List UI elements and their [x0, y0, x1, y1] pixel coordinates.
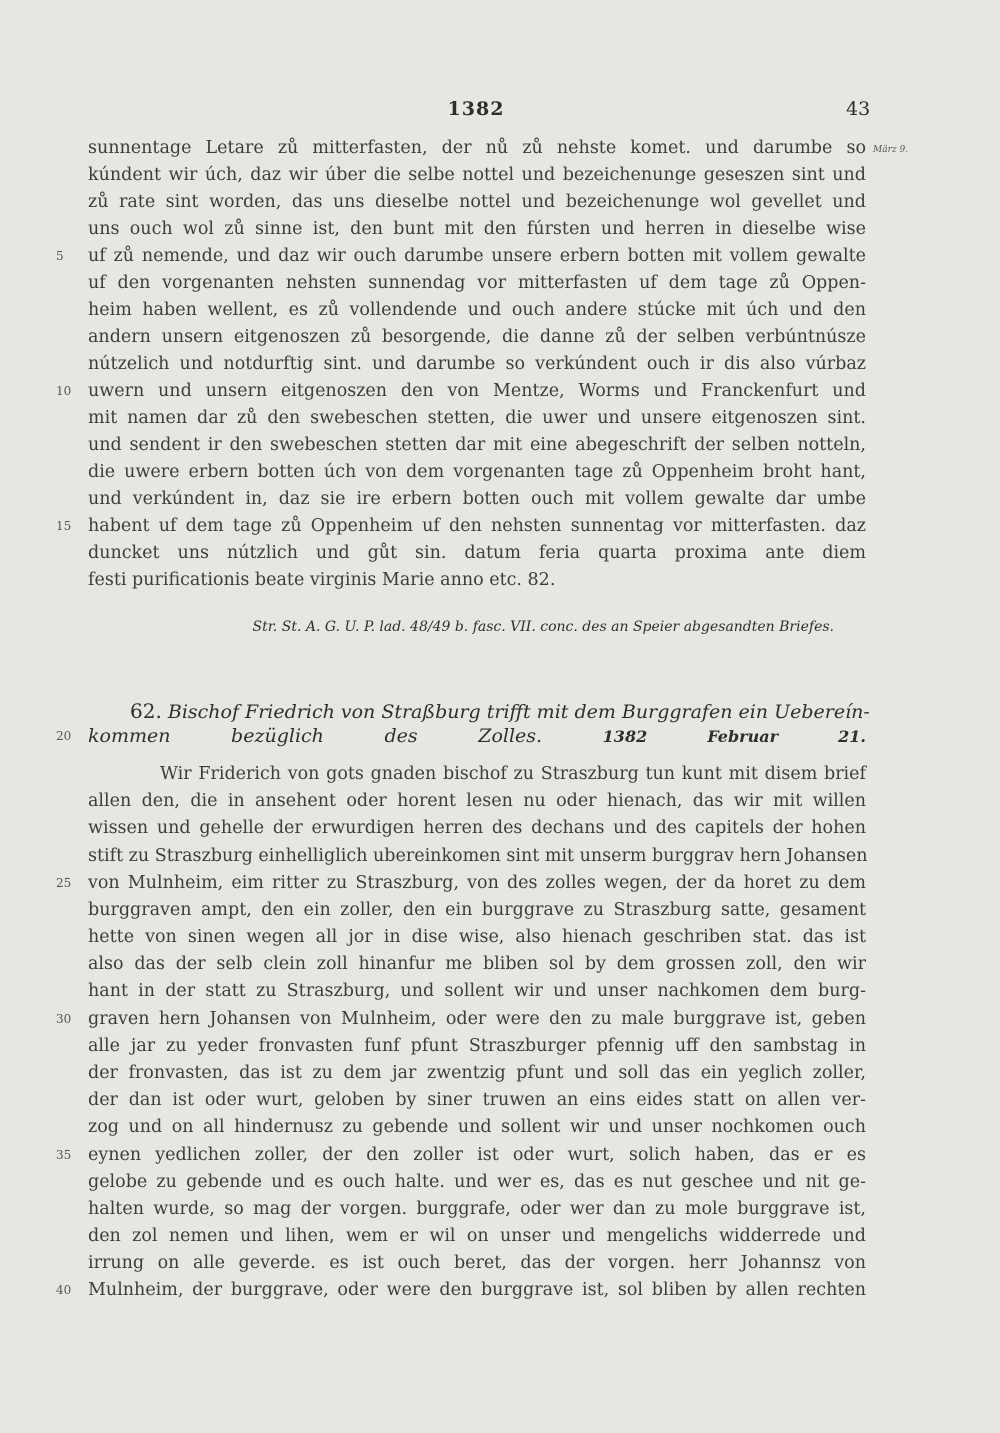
text-line: den zol nemen und lihen, wem er wil on unser und mengelichs widderrede und [88, 1226, 866, 1246]
text-line: halten wurde, so mag der vorgen. burggrafe, oder wer dan zu mole burggrave ist, [88, 1199, 866, 1219]
document-title-line2: kommen bezüglich des Zolles. [88, 725, 543, 747]
text-line: duncket uns nútzlich und gůt sin. datum feria quarta proxima ante diem [88, 543, 866, 563]
text-line: irrung on alle geverde. es ist ouch beret, das der vorgen. herr Johannsz von [88, 1253, 866, 1273]
text-line: burggraven ampt, den ein zoller, den ein burggrave zu Straszburg satte, gesament [88, 900, 866, 920]
text-line: uf zů nemende, und daz wir ouch darumbe unsere erbern botten mit vollem gewalte [88, 246, 866, 266]
document-number: 62. [130, 699, 162, 723]
line-number: 20 [56, 729, 72, 743]
text-line: wissen und gehelle der erwurdigen herren des dechans und des capitels der hohen [88, 818, 866, 838]
text-line: zů rate sint worden, das uns dieselbe nottel und bezeichenunge wol gevellet und [88, 192, 866, 212]
line-number: 15 [56, 519, 72, 533]
text-line: kúndent wir úch, daz wir úber die selbe nottel und bezeichenunge geseszen sint und [88, 165, 866, 185]
text-line: von Mulnheim, eim ritter zu Straszburg, von des zolles wegen, der da horet zu dem [88, 873, 866, 893]
text-line: und verkúndent in, daz sie ire erbern botten ouch mit vollem gewalte dar umbe [88, 489, 866, 509]
text-line: habent uf dem tage zů Oppenheim uf den nehsten sunnentag vor mitterfasten. daz [88, 516, 866, 536]
text-line: hant in der statt zu Straszburg, und sollent wir und unser nachkomen dem burg- [88, 981, 866, 1001]
text-line: der fronvasten, das ist zu dem jar zwentzig pfunt und soll das ein yeglich zoller, [88, 1063, 866, 1083]
text-line: mit namen dar zů den swebeschen stetten, die uwer und unsere eitgenoszen sint. [88, 408, 866, 428]
line-number: 35 [56, 1148, 72, 1162]
document-heading-continued [88, 722, 866, 750]
text-line: uwern und unsern eitgenoszen den von Mentze, Worms und Franckenfurt und [88, 381, 866, 401]
text-line: und sendent ir den swebeschen stetten dar mit eine abegeschrift der selben notteln, [88, 435, 866, 455]
page-number: 43 [846, 98, 871, 120]
line-number: 40 [56, 1283, 72, 1297]
source-citation: Str. St. A. G. U. P. lad. 48/49 b. fasc. VII. conc. des an Speier abgesandten Briefes. [252, 619, 834, 635]
text-line: hette von sinen wegen all jor in dise wise, also hienach geschriben stat. das ist [88, 927, 866, 947]
text-line: andern unsern eitgenoszen zů besorgende, die danne zů der selben verbúntnúsze [88, 327, 866, 347]
line-number: 25 [56, 876, 72, 890]
page-header-year: 1382 [447, 98, 505, 120]
text-line: die uwere erbern botten úch von dem vorgenanten tage zů Oppenheim broht hant, [88, 462, 866, 482]
text-line: festi purificationis beate virginis Marie anno etc. 82. [88, 570, 556, 590]
text-line: graven hern Johansen von Mulnheim, oder were den zu male burggrave ist, geben [88, 1009, 866, 1029]
document-title-line1: Bischof Friedrich von Straßburg trifft mit dem Burggrafen ein Uebereín- [167, 701, 870, 723]
document-heading [130, 697, 870, 725]
text-line: uns ouch wol zů sinne ist, den bunt mit den fúrsten und herren in dieselbe wise [88, 219, 866, 239]
text-line: uf den vorgenanten nehsten sunnendag vor mitterfasten uf dem tage zů Oppen- [88, 273, 866, 293]
text-line: sunnentage Letare zů mitterfasten, der nů zů nehste komet. und darumbe so [88, 138, 866, 158]
line-number: 30 [56, 1012, 72, 1026]
text-line: Mulnheim, der burggrave, oder were den burggrave ist, sol bliben by allen rechten [88, 1280, 866, 1300]
line-number: 10 [56, 384, 72, 398]
text-line: Wir Friderich von gots gnaden bischof zu Straszburg tun kunt mit disem brief [160, 764, 866, 784]
text-line: alle jar zu yeder fronvasten funf pfunt Straszburger pfennig uff den sambstag in [88, 1036, 866, 1056]
text-line: eynen yedlichen zoller, der den zoller ist oder wurt, solich haben, das er es [88, 1145, 866, 1165]
text-line: also das der selb clein zoll hinanfur me bliben sol by dem grossen zoll, den wir [88, 954, 866, 974]
text-line: der dan ist oder wurt, geloben by siner truwen an eins eides statt on allen ver- [88, 1090, 866, 1110]
text-line: allen den, die in ansehent oder horent lesen nu oder hienach, das wir mit willen [88, 791, 866, 811]
text-line: nútzelich und notdurftig sint. und darumbe so verkúndent ouch ir dis also vúrbaz [88, 354, 866, 374]
text-line: heim haben wellent, es zů vollendende und ouch andere stúcke mit úch und den [88, 300, 866, 320]
margin-date-note: März 9. [873, 145, 909, 155]
text-line: stift zu Straszburg einhelliglich ubereinkomen sint mit unserm burggrav hern Johansen [88, 846, 868, 866]
text-line: gelobe zu gebende und es ouch halte. und wer es, das es nut geschee und nit ge- [88, 1172, 866, 1192]
document-date: 1382 Februar 21. [602, 727, 866, 746]
text-line: zog und on all hindernusz zu gebende und sollent wir und unser nochkomen ouch [88, 1117, 866, 1137]
line-number: 5 [56, 249, 64, 263]
